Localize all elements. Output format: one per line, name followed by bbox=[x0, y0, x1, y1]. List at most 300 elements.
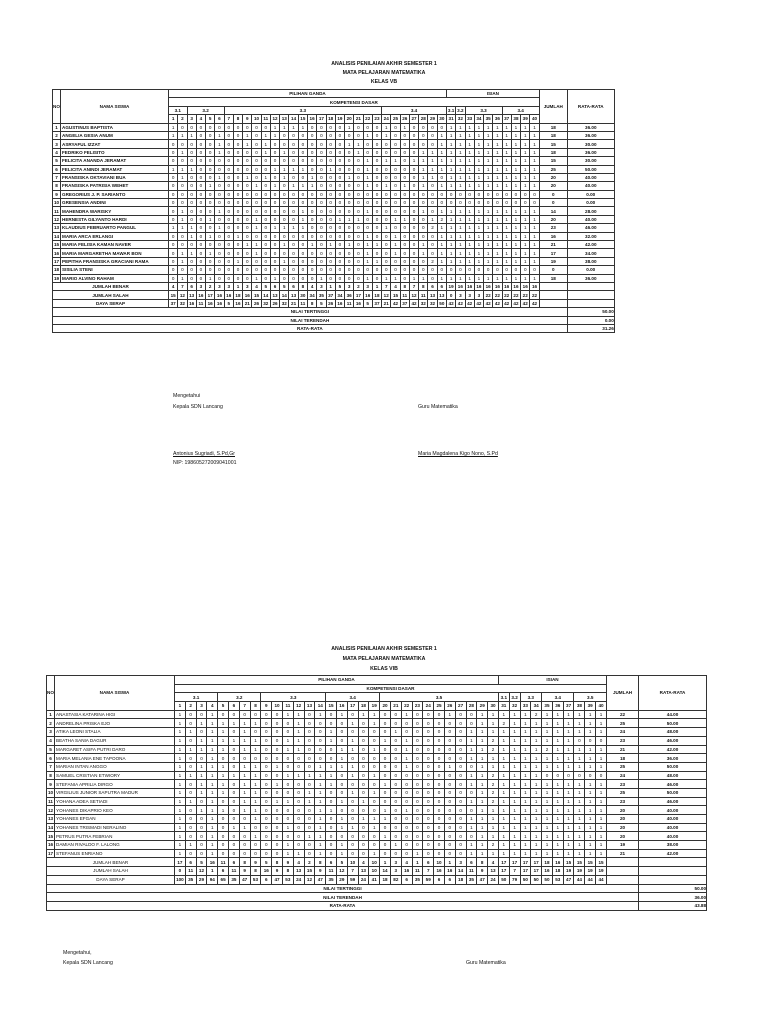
student-rata: 36.00 bbox=[567, 274, 614, 282]
serap-value: 26 bbox=[326, 299, 335, 307]
answer-cell: 0 bbox=[326, 257, 335, 265]
answer-cell: 0 bbox=[434, 832, 445, 841]
kd-group-label: 3.1 bbox=[175, 693, 218, 702]
answer-cell: 0 bbox=[358, 788, 369, 797]
answer-cell: 1 bbox=[511, 224, 520, 232]
answer-cell: 1 bbox=[401, 710, 412, 719]
answer-cell: 1 bbox=[409, 274, 418, 282]
answer-cell: 0 bbox=[412, 719, 423, 728]
student-jumlah: 19 bbox=[607, 841, 639, 850]
answer-cell: 1 bbox=[335, 215, 344, 223]
answer-cell: 0 bbox=[358, 771, 369, 780]
answer-cell: 0 bbox=[326, 190, 335, 198]
student-rata: 36.00 bbox=[567, 123, 614, 131]
answer-cell: 0 bbox=[419, 190, 428, 198]
answer-cell: 1 bbox=[358, 710, 369, 719]
answer-cell: 0 bbox=[391, 140, 400, 148]
student-row bbox=[47, 762, 707, 771]
answer-cell: 0 bbox=[185, 832, 196, 841]
answer-cell: 0 bbox=[196, 257, 205, 265]
col-header-no: NO bbox=[47, 676, 55, 711]
salah-value: 7 bbox=[509, 867, 520, 876]
answer-cell: 0 bbox=[304, 745, 315, 754]
answer-cell: 1 bbox=[520, 841, 531, 850]
student-name: YOHANES DIKAPRIO KEO bbox=[55, 806, 175, 815]
answer-cell: 0 bbox=[224, 148, 233, 156]
answer-cell: 0 bbox=[455, 788, 466, 797]
benar-value: 16 bbox=[484, 282, 493, 290]
student-row bbox=[47, 797, 707, 806]
answer-cell: 1 bbox=[207, 719, 218, 728]
answer-cell: 1 bbox=[465, 224, 474, 232]
question-number: 15 bbox=[298, 115, 307, 123]
salah-value: 14 bbox=[455, 867, 466, 876]
answer-cell: 0 bbox=[196, 797, 207, 806]
answer-cell: 1 bbox=[239, 780, 250, 789]
question-number: 40 bbox=[596, 702, 607, 711]
answer-cell: 0 bbox=[382, 232, 391, 240]
answer-cell: 0 bbox=[239, 832, 250, 841]
answer-cell: 0 bbox=[521, 199, 530, 207]
header-isian: ISIAN bbox=[498, 676, 606, 685]
answer-cell: 0 bbox=[272, 736, 283, 745]
student-name: FRANSISKA PATRISIA WEHET bbox=[61, 182, 169, 190]
answer-cell: 1 bbox=[477, 771, 488, 780]
answer-cell: 1 bbox=[530, 274, 539, 282]
answer-cell: 1 bbox=[218, 788, 229, 797]
row-label-benar: JUMLAH BENAR bbox=[47, 858, 175, 867]
answer-cell: 0 bbox=[382, 199, 391, 207]
answer-cell: 0 bbox=[455, 728, 466, 737]
answer-cell: 0 bbox=[409, 232, 418, 240]
serap-value: 32 bbox=[280, 299, 289, 307]
blank-cell bbox=[567, 291, 614, 299]
answer-cell: 0 bbox=[218, 823, 229, 832]
answer-cell: 1 bbox=[474, 224, 483, 232]
answer-cell: 0 bbox=[335, 266, 344, 274]
answer-cell: 0 bbox=[474, 266, 483, 274]
answer-cell: 1 bbox=[239, 788, 250, 797]
answer-cell: 1 bbox=[206, 274, 215, 282]
question-number: 35 bbox=[484, 115, 493, 123]
answer-cell: 0 bbox=[185, 823, 196, 832]
question-number: 20 bbox=[380, 702, 391, 711]
question-number: 38 bbox=[511, 115, 520, 123]
answer-cell: 1 bbox=[326, 780, 337, 789]
answer-cell: 0 bbox=[317, 199, 326, 207]
serap-value: 37 bbox=[400, 299, 409, 307]
student-row bbox=[53, 131, 615, 139]
answer-cell: 1 bbox=[498, 745, 509, 754]
answer-cell: 0 bbox=[187, 148, 196, 156]
answer-cell: 0 bbox=[456, 190, 465, 198]
answer-cell: 0 bbox=[326, 148, 335, 156]
answer-cell: 1 bbox=[531, 806, 542, 815]
answer-cell: 1 bbox=[498, 841, 509, 850]
answer-cell: 0 bbox=[502, 190, 511, 198]
question-number: 33 bbox=[520, 702, 531, 711]
answer-cell: 0 bbox=[169, 249, 178, 257]
answer-cell: 1 bbox=[250, 788, 261, 797]
answer-cell: 0 bbox=[434, 771, 445, 780]
answer-cell: 0 bbox=[326, 797, 337, 806]
student-rata: 46.00 bbox=[639, 780, 707, 789]
answer-cell: 1 bbox=[511, 232, 520, 240]
answer-cell: 0 bbox=[423, 815, 434, 824]
answer-cell: 1 bbox=[474, 232, 483, 240]
answer-cell: 0 bbox=[215, 257, 224, 265]
answer-cell: 0 bbox=[326, 788, 337, 797]
answer-cell: 0 bbox=[233, 215, 242, 223]
answer-cell: 1 bbox=[428, 215, 437, 223]
answer-cell: 1 bbox=[484, 157, 493, 165]
answer-cell: 1 bbox=[552, 841, 563, 850]
answer-cell: 1 bbox=[474, 215, 483, 223]
answer-cell: 1 bbox=[272, 797, 283, 806]
answer-cell: 0 bbox=[400, 207, 409, 215]
kd-group-label: 3.4 bbox=[382, 106, 447, 114]
student-jumlah: 18 bbox=[539, 148, 567, 156]
answer-cell: 1 bbox=[261, 140, 270, 148]
answer-cell: 1 bbox=[484, 148, 493, 156]
answer-cell: 1 bbox=[477, 745, 488, 754]
serap-value: 6 bbox=[261, 875, 272, 884]
answer-cell: 1 bbox=[502, 165, 511, 173]
answer-cell: 1 bbox=[502, 140, 511, 148]
answer-cell: 1 bbox=[456, 274, 465, 282]
answer-cell: 0 bbox=[215, 190, 224, 198]
answer-cell: 0 bbox=[345, 207, 354, 215]
answer-cell: 0 bbox=[326, 232, 335, 240]
student-jumlah: 21 bbox=[607, 745, 639, 754]
answer-cell: 0 bbox=[224, 207, 233, 215]
answer-cell: 0 bbox=[372, 207, 381, 215]
serap-value: 42 bbox=[502, 299, 511, 307]
answer-cell: 1 bbox=[218, 728, 229, 737]
answer-cell: 1 bbox=[530, 140, 539, 148]
benar-value: 3 bbox=[455, 858, 466, 867]
answer-cell: 0 bbox=[293, 788, 304, 797]
answer-cell: 0 bbox=[326, 849, 337, 858]
answer-cell: 1 bbox=[477, 806, 488, 815]
answer-cell: 1 bbox=[502, 241, 511, 249]
serap-value: 21 bbox=[382, 299, 391, 307]
salah-value: 16 bbox=[261, 867, 272, 876]
answer-cell: 1 bbox=[409, 157, 418, 165]
answer-cell: 0 bbox=[252, 199, 261, 207]
answer-cell: 0 bbox=[428, 190, 437, 198]
answer-cell: 1 bbox=[542, 780, 553, 789]
answer-cell: 1 bbox=[509, 815, 520, 824]
answer-cell: 1 bbox=[484, 131, 493, 139]
answer-cell: 0 bbox=[437, 266, 446, 274]
sheet-class: KELAS VIB bbox=[370, 666, 398, 672]
answer-cell: 0 bbox=[335, 131, 344, 139]
answer-cell: 1 bbox=[345, 173, 354, 181]
answer-cell: 0 bbox=[347, 728, 358, 737]
answer-cell: 0 bbox=[434, 736, 445, 745]
answer-cell: 1 bbox=[380, 736, 391, 745]
answer-cell: 1 bbox=[530, 131, 539, 139]
answer-cell: 0 bbox=[215, 215, 224, 223]
answer-cell: 1 bbox=[391, 249, 400, 257]
student-name: BEATHA SANIA DAGUR bbox=[55, 736, 175, 745]
answer-cell: 0 bbox=[215, 241, 224, 249]
answer-cell: 0 bbox=[326, 182, 335, 190]
student-no: 11 bbox=[54, 208, 59, 214]
answer-cell: 0 bbox=[298, 173, 307, 181]
answer-cell: 0 bbox=[372, 215, 381, 223]
answer-cell: 1 bbox=[363, 257, 372, 265]
student-rata: 34.00 bbox=[567, 249, 614, 257]
student-rata: 40.00 bbox=[567, 215, 614, 223]
answer-cell: 1 bbox=[369, 815, 380, 824]
answer-cell: 0 bbox=[243, 249, 252, 257]
benar-value: 17 bbox=[498, 858, 509, 867]
answer-cell: 1 bbox=[531, 745, 542, 754]
student-no: 13 bbox=[53, 225, 60, 231]
answer-cell: 0 bbox=[224, 257, 233, 265]
answer-cell: 0 bbox=[317, 140, 326, 148]
col-header-no: NO bbox=[53, 90, 61, 124]
answer-cell: 1 bbox=[369, 719, 380, 728]
serap-value: 47 bbox=[477, 875, 488, 884]
answer-cell: 1 bbox=[477, 728, 488, 737]
serap-value: 26 bbox=[270, 299, 279, 307]
answer-cell: 1 bbox=[465, 182, 474, 190]
answer-cell: 1 bbox=[511, 207, 520, 215]
answer-cell: 1 bbox=[215, 140, 224, 148]
answer-cell: 0 bbox=[187, 241, 196, 249]
answer-cell: 1 bbox=[530, 148, 539, 156]
answer-cell: 1 bbox=[175, 719, 186, 728]
answer-cell: 0 bbox=[326, 157, 335, 165]
salah-value: 8 bbox=[282, 867, 293, 876]
answer-cell: 0 bbox=[423, 780, 434, 789]
sign-kepala-role: Kepala SDN Lancang bbox=[173, 404, 223, 410]
answer-cell: 1 bbox=[585, 841, 596, 850]
answer-cell: 0 bbox=[358, 745, 369, 754]
answer-cell: 0 bbox=[250, 754, 261, 763]
answer-cell: 1 bbox=[542, 762, 553, 771]
answer-cell: 0 bbox=[224, 190, 233, 198]
answer-cell: 0 bbox=[187, 257, 196, 265]
answer-cell: 1 bbox=[336, 710, 347, 719]
answer-cell: 0 bbox=[317, 257, 326, 265]
row-label-serap: DAYA SERAP bbox=[47, 875, 175, 884]
answer-cell: 1 bbox=[530, 182, 539, 190]
answer-cell: 0 bbox=[412, 780, 423, 789]
answer-cell: 1 bbox=[552, 754, 563, 763]
kd-group-label: 3.3 bbox=[465, 106, 502, 114]
answer-cell: 1 bbox=[178, 224, 187, 232]
answer-cell: 0 bbox=[380, 771, 391, 780]
answer-cell: 0 bbox=[401, 728, 412, 737]
answer-cell: 0 bbox=[390, 710, 401, 719]
student-name: GREGORIUS J. P. SARIANTO bbox=[61, 190, 169, 198]
answer-cell: 0 bbox=[233, 207, 242, 215]
student-rata: 0.00 bbox=[567, 199, 614, 207]
benar-value: 5 bbox=[280, 282, 289, 290]
header-pilihan-ganda: PILIHAN GANDA bbox=[169, 90, 447, 98]
benar-value: 4 bbox=[307, 282, 316, 290]
answer-cell: 1 bbox=[502, 173, 511, 181]
answer-cell: 0 bbox=[434, 754, 445, 763]
answer-cell: 1 bbox=[196, 788, 207, 797]
answer-cell: 0 bbox=[358, 728, 369, 737]
answer-cell: 0 bbox=[484, 199, 493, 207]
serap-value: 35 bbox=[412, 875, 423, 884]
question-number: 28 bbox=[466, 702, 477, 711]
answer-cell: 0 bbox=[317, 224, 326, 232]
benar-value: 19 bbox=[446, 282, 455, 290]
answer-cell: 0 bbox=[224, 173, 233, 181]
answer-cell: 1 bbox=[498, 797, 509, 806]
answer-cell: 0 bbox=[354, 224, 363, 232]
answer-cell: 1 bbox=[363, 241, 372, 249]
answer-cell: 0 bbox=[250, 841, 261, 850]
answer-cell: 1 bbox=[585, 745, 596, 754]
blank-cell bbox=[539, 299, 567, 307]
answer-cell: 1 bbox=[215, 131, 224, 139]
answer-cell: 1 bbox=[207, 788, 218, 797]
answer-cell: 0 bbox=[455, 849, 466, 858]
answer-cell: 1 bbox=[446, 148, 455, 156]
answer-cell: 1 bbox=[347, 771, 358, 780]
answer-cell: 1 bbox=[437, 232, 446, 240]
answer-cell: 1 bbox=[369, 788, 380, 797]
summary-label: NILAI TERENDAH bbox=[53, 316, 568, 324]
answer-cell: 0 bbox=[380, 710, 391, 719]
answer-cell: 0 bbox=[363, 148, 372, 156]
answer-cell: 1 bbox=[380, 832, 391, 841]
student-row bbox=[53, 249, 615, 257]
answer-cell: 1 bbox=[317, 274, 326, 282]
student-name: AGUSTINUS BAPTISTA bbox=[61, 123, 169, 131]
answer-cell: 0 bbox=[298, 190, 307, 198]
answer-cell: 0 bbox=[345, 232, 354, 240]
answer-cell: 1 bbox=[466, 841, 477, 850]
answer-cell: 0 bbox=[434, 780, 445, 789]
student-rata: 40.00 bbox=[639, 823, 707, 832]
answer-cell: 0 bbox=[345, 224, 354, 232]
answer-cell: 0 bbox=[261, 182, 270, 190]
student-rata: 38.00 bbox=[567, 257, 614, 265]
row-label-salah: JUMLAH SALAH bbox=[47, 867, 175, 876]
answer-cell: 0 bbox=[428, 241, 437, 249]
answer-cell: 0 bbox=[282, 806, 293, 815]
serap-value: 47 bbox=[563, 875, 574, 884]
answer-cell: 0 bbox=[282, 762, 293, 771]
answer-cell: 0 bbox=[455, 832, 466, 841]
answer-cell: 0 bbox=[409, 241, 418, 249]
answer-cell: 1 bbox=[175, 736, 186, 745]
answer-cell: 1 bbox=[243, 131, 252, 139]
student-jumlah: 23 bbox=[607, 780, 639, 789]
answer-cell: 0 bbox=[326, 123, 335, 131]
answer-cell: 0 bbox=[412, 788, 423, 797]
student-jumlah: 25 bbox=[539, 165, 567, 173]
answer-cell: 1 bbox=[401, 736, 412, 745]
answer-cell: 1 bbox=[511, 157, 520, 165]
answer-cell: 0 bbox=[250, 710, 261, 719]
answer-cell: 1 bbox=[574, 797, 585, 806]
answer-cell: 1 bbox=[585, 832, 596, 841]
answer-cell: 0 bbox=[304, 780, 315, 789]
answer-cell: 0 bbox=[289, 148, 298, 156]
answer-cell: 0 bbox=[317, 173, 326, 181]
answer-cell: 1 bbox=[185, 841, 196, 850]
answer-cell: 0 bbox=[215, 182, 224, 190]
answer-cell: 0 bbox=[272, 815, 283, 824]
answer-cell: 1 bbox=[382, 182, 391, 190]
answer-cell: 1 bbox=[369, 771, 380, 780]
answer-cell: 0 bbox=[409, 207, 418, 215]
answer-cell: 1 bbox=[419, 165, 428, 173]
answer-cell: 1 bbox=[563, 788, 574, 797]
question-number: 19 bbox=[369, 702, 380, 711]
answer-cell: 1 bbox=[477, 815, 488, 824]
answer-cell: 0 bbox=[390, 762, 401, 771]
answer-cell: 0 bbox=[326, 199, 335, 207]
answer-cell: 0 bbox=[409, 123, 418, 131]
salah-value: 14 bbox=[380, 867, 391, 876]
answer-cell: 1 bbox=[175, 745, 186, 754]
answer-cell: 1 bbox=[307, 241, 316, 249]
salah-value: 17 bbox=[520, 867, 531, 876]
answer-cell: 0 bbox=[270, 257, 279, 265]
student-row bbox=[53, 140, 615, 148]
question-number: 1 bbox=[175, 702, 186, 711]
answer-cell: 0 bbox=[390, 832, 401, 841]
question-number: 26 bbox=[400, 115, 409, 123]
answer-cell: 0 bbox=[169, 215, 178, 223]
student-jumlah: 25 bbox=[607, 788, 639, 797]
summary-label: NILAI TERENDAH bbox=[47, 893, 639, 902]
answer-cell: 1 bbox=[428, 165, 437, 173]
benar-value: 5 bbox=[335, 282, 344, 290]
answer-cell: 0 bbox=[169, 241, 178, 249]
answer-cell: 0 bbox=[335, 224, 344, 232]
answer-cell: 1 bbox=[437, 241, 446, 249]
answer-cell: 1 bbox=[542, 710, 553, 719]
answer-cell: 1 bbox=[239, 728, 250, 737]
answer-cell: 0 bbox=[401, 849, 412, 858]
answer-cell: 0 bbox=[428, 140, 437, 148]
question-number: 36 bbox=[552, 702, 563, 711]
answer-cell: 1 bbox=[498, 754, 509, 763]
summary-label: NILAI TERTINGGI bbox=[53, 308, 568, 316]
answer-cell: 1 bbox=[456, 148, 465, 156]
answer-cell: 1 bbox=[390, 841, 401, 850]
answer-cell: 0 bbox=[187, 190, 196, 198]
answer-cell: 1 bbox=[542, 806, 553, 815]
answer-cell: 0 bbox=[261, 736, 272, 745]
answer-cell: 0 bbox=[345, 182, 354, 190]
answer-cell: 1 bbox=[552, 806, 563, 815]
answer-cell: 0 bbox=[444, 815, 455, 824]
answer-cell: 0 bbox=[335, 274, 344, 282]
question-number: 39 bbox=[521, 115, 530, 123]
answer-cell: 1 bbox=[542, 719, 553, 728]
answer-cell: 1 bbox=[498, 806, 509, 815]
answer-cell: 0 bbox=[326, 207, 335, 215]
answer-cell: 0 bbox=[354, 232, 363, 240]
answer-cell: 1 bbox=[456, 215, 465, 223]
answer-cell: 1 bbox=[307, 173, 316, 181]
student-row bbox=[53, 190, 615, 198]
answer-cell: 0 bbox=[304, 736, 315, 745]
